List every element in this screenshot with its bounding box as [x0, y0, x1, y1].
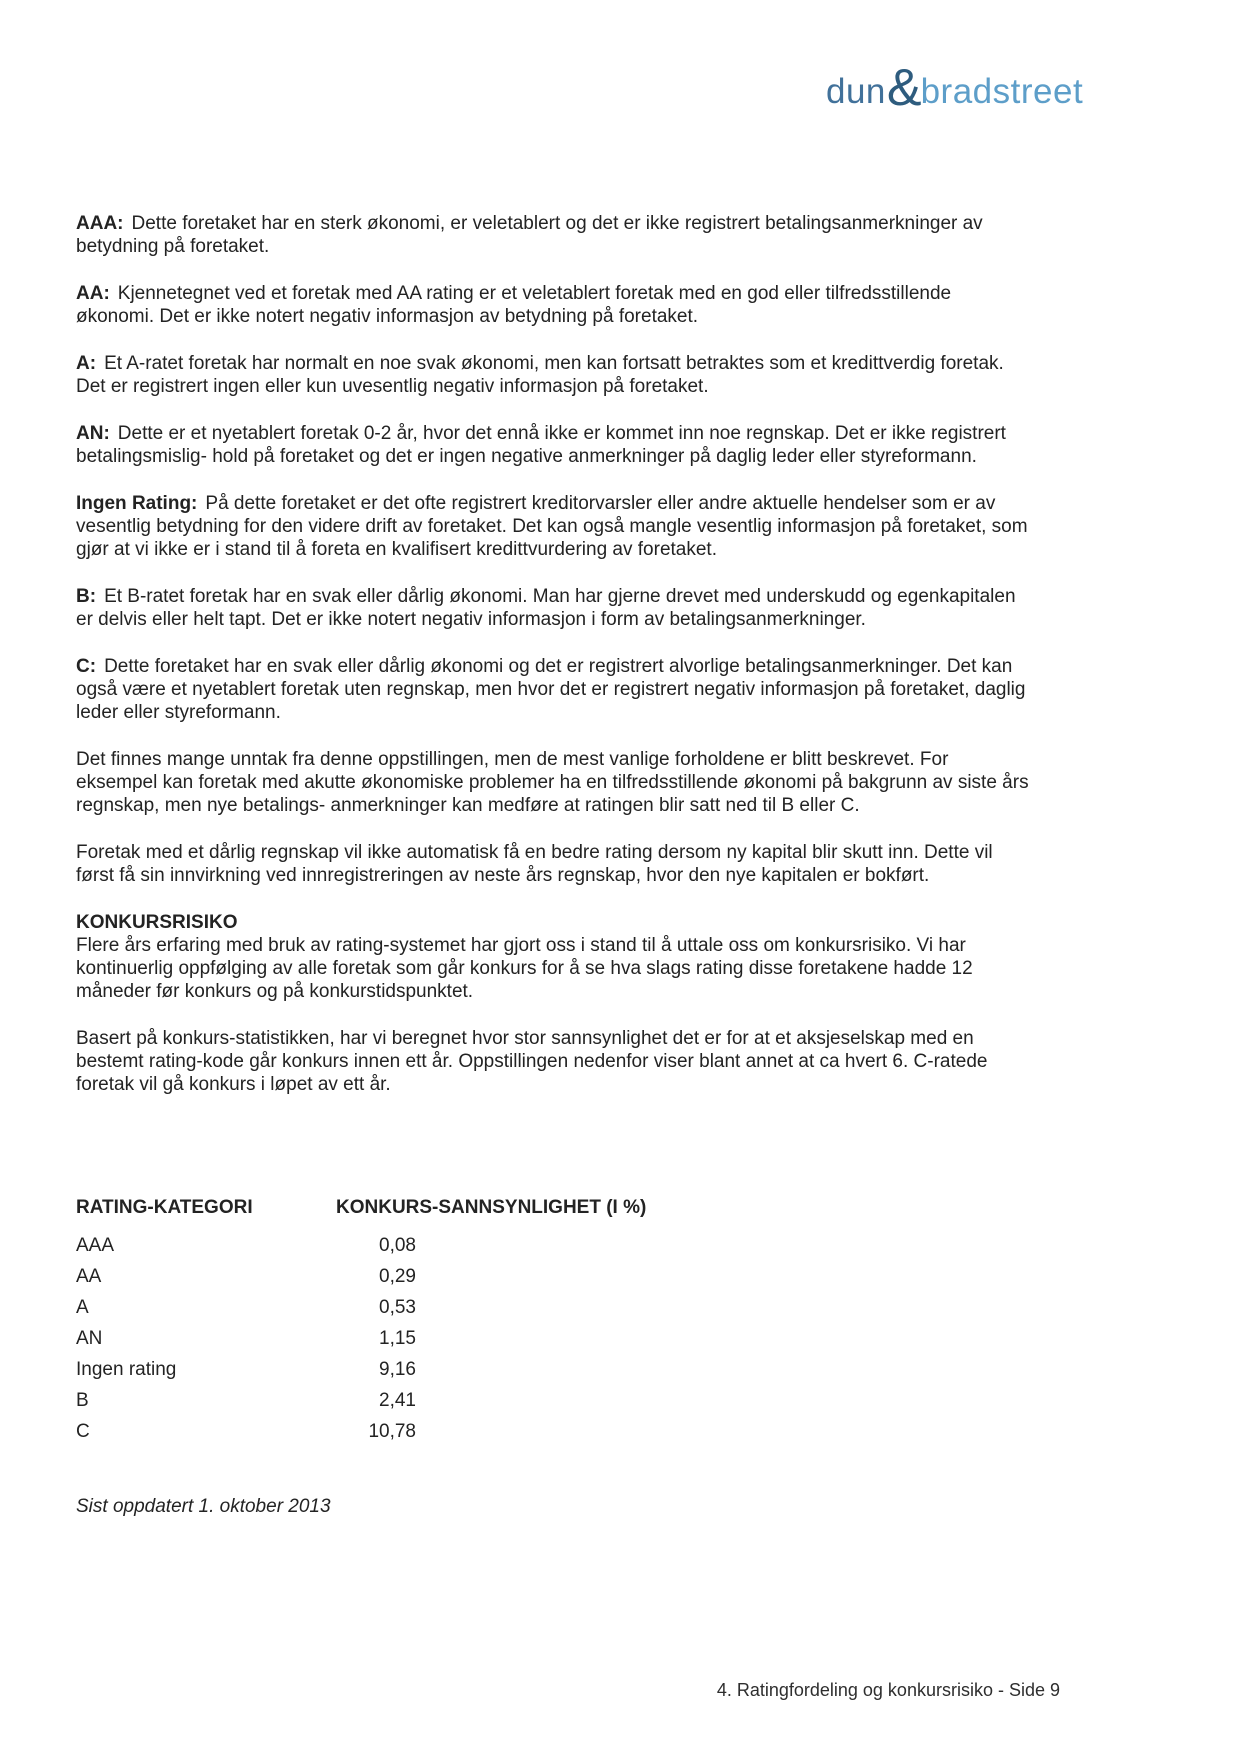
paragraph-text: Foretak med et dårlig regnskap vil ikke automatisk få en bedre rating dersom ny kapital blir skutt inn. Dette vil først få sin innvirkning ved innregistreringen av neste års regnskap, hvor den nye kapitalen er bokført.	[76, 842, 993, 886]
probability-cell: 0,29	[379, 1266, 416, 1287]
table-row	[76, 1234, 1032, 1265]
column-header-rating-kategori: RATING-KATEGORI	[76, 1197, 253, 1218]
rating-category-cell: C	[76, 1421, 90, 1442]
rating-category-cell: B	[76, 1390, 89, 1411]
rating-label: AAA:	[76, 213, 124, 234]
probability-cell: 1,15	[379, 1328, 416, 1349]
table-header-row	[76, 1196, 1032, 1234]
probability-cell: 10,78	[368, 1421, 416, 1442]
rating-label: AA:	[76, 283, 110, 304]
rating-paragraph-c	[76, 655, 1032, 724]
rating-paragraph-ingen-rating	[76, 492, 1032, 561]
rating-text: På dette foretaket er det ofte registrert kreditorvarsler eller andre aktuelle hendelser som er av vesentlig betydning for den videre drift av foretaket. Det kan også mangle vesentlig informasjon på foretaket, som gjør at vi ikke er i stand til å foreta en kvalifisert kredittvurdering av foretaket.	[76, 493, 1028, 560]
dun-bradstreet-logo	[826, 59, 1084, 118]
capital-paragraph	[76, 841, 1032, 887]
table-row	[76, 1265, 1032, 1296]
konkursrisiko-paragraph-2: Basert på konkurs-statistikken, har vi beregnet hvor stor sannsynlighet det er for at et aksjeselskap med en bestemt rating-kode går konkurs innen ett år. Oppstillingen nedenfor viser blant annet at ca hvert 6. C-ratede foretak vil gå konkurs i løpet av ett år.	[76, 1028, 988, 1095]
rating-category-cell: Ingen rating	[76, 1359, 177, 1380]
rating-category-cell: AA	[76, 1266, 102, 1287]
exceptions-paragraph	[76, 748, 1032, 817]
last-updated-note: Sist oppdatert 1. oktober 2013	[76, 1496, 331, 1517]
column-header-konkurs-sannsynlighet: KONKURS-SANNSYNLIGHET (I %)	[336, 1197, 647, 1218]
rating-label: Ingen Rating:	[76, 493, 198, 514]
rating-label: A:	[76, 353, 97, 374]
paragraph-text: Det finnes mange unntak fra denne oppstillingen, men de mest vanlige forholdene er blitt beskrevet. For eksempel kan foretak med akutte økonomiske problemer ha en tilfredsstillende økonomi på bakgrunn av siste års regnskap, men nye betalings- anmerkninger kan medføre at ratingen blir satt ned til B eller C.	[76, 749, 1029, 816]
rating-category-cell: A	[76, 1297, 89, 1318]
table-row	[76, 1389, 1032, 1420]
rating-text: Kjennetegnet ved et foretak med AA rating er et veletablert foretak med en god eller tilfredsstillende økonomi. Det er ikke notert negativ informasjon av betydning på foretaket.	[76, 283, 952, 327]
rating-text: Et A-ratet foretak har normalt en noe svak økonomi, men kan fortsatt betraktes som et kredittverdig foretak. Det er registrert ingen eller kun uvesentlig negativ informasjon på foretaket.	[76, 353, 1004, 397]
probability-cell: 2,41	[379, 1390, 416, 1411]
rating-paragraph-b	[76, 585, 1032, 631]
section-heading-konkursrisiko: KONKURSRISIKO	[76, 912, 238, 933]
rating-label: B:	[76, 586, 97, 607]
rating-text: Dette foretaket har en sterk økonomi, er veletablert og det er ikke registrert betalingsanmerkninger av betydning på foretaket.	[76, 213, 983, 257]
rating-text: Et B-ratet foretak har en svak eller dårlig økonomi. Man har gjerne drevet med underskudd og egenkapitalen er delvis eller helt tapt. Det er ikke notert negativ informasjon i form av betalingsanmerkninger.	[76, 586, 1016, 630]
konkursrisiko-section	[76, 911, 1032, 1096]
rating-paragraph-a	[76, 352, 1032, 398]
table-row	[76, 1296, 1032, 1327]
rating-category-cell: AN	[76, 1328, 103, 1349]
logo-text-dun: dun	[826, 72, 886, 111]
document-body	[76, 212, 1032, 1537]
rating-paragraph-an	[76, 422, 1032, 468]
table-row	[76, 1327, 1032, 1358]
rating-text: Dette er et nyetablert foretak 0-2 år, hvor det ennå ikke er kommet inn noe regnskap. Det er ikke registrert betalingsmislig- hold på foretaket og det er ingen negative anmerkninger på daglig leder eller styreformann.	[76, 423, 1006, 467]
rating-probability-table	[76, 1196, 1032, 1451]
table-row	[76, 1420, 1032, 1451]
page-footer: 4. Ratingfordeling og konkursrisiko - Side 9	[716, 1680, 1060, 1700]
rating-text: Dette foretaket har en svak eller dårlig økonomi og det er registrert alvorlige betalingsanmerkninger. Det kan også være et nyetablert foretak uten regnskap, men hvor det er registrert negativ informasjon på foretaket, daglig leder eller styreformann.	[76, 656, 1026, 723]
rating-paragraph-aa	[76, 282, 1032, 328]
rating-label: AN:	[76, 423, 110, 444]
rating-category-cell: AAA	[76, 1235, 115, 1256]
konkursrisiko-paragraph-1: Flere års erfaring med bruk av rating-systemet har gjort oss i stand til å uttale oss om konkursrisiko. Vi har kontinuerlig oppfølging av alle foretak som går konkurs for å se hva slags rating disse foretakene hadde 12 måneder før konkurs og på konkurstidspunktet.	[76, 935, 973, 1002]
probability-cell: 0,08	[379, 1235, 416, 1256]
ampersand-icon: &	[886, 59, 922, 117]
probability-cell: 9,16	[379, 1359, 416, 1380]
table-row	[76, 1358, 1032, 1389]
probability-cell: 0,53	[379, 1297, 416, 1318]
rating-paragraph-aaa	[76, 212, 1032, 258]
rating-label: C:	[76, 656, 97, 677]
logo-text-bradstreet: bradstreet	[920, 72, 1084, 111]
